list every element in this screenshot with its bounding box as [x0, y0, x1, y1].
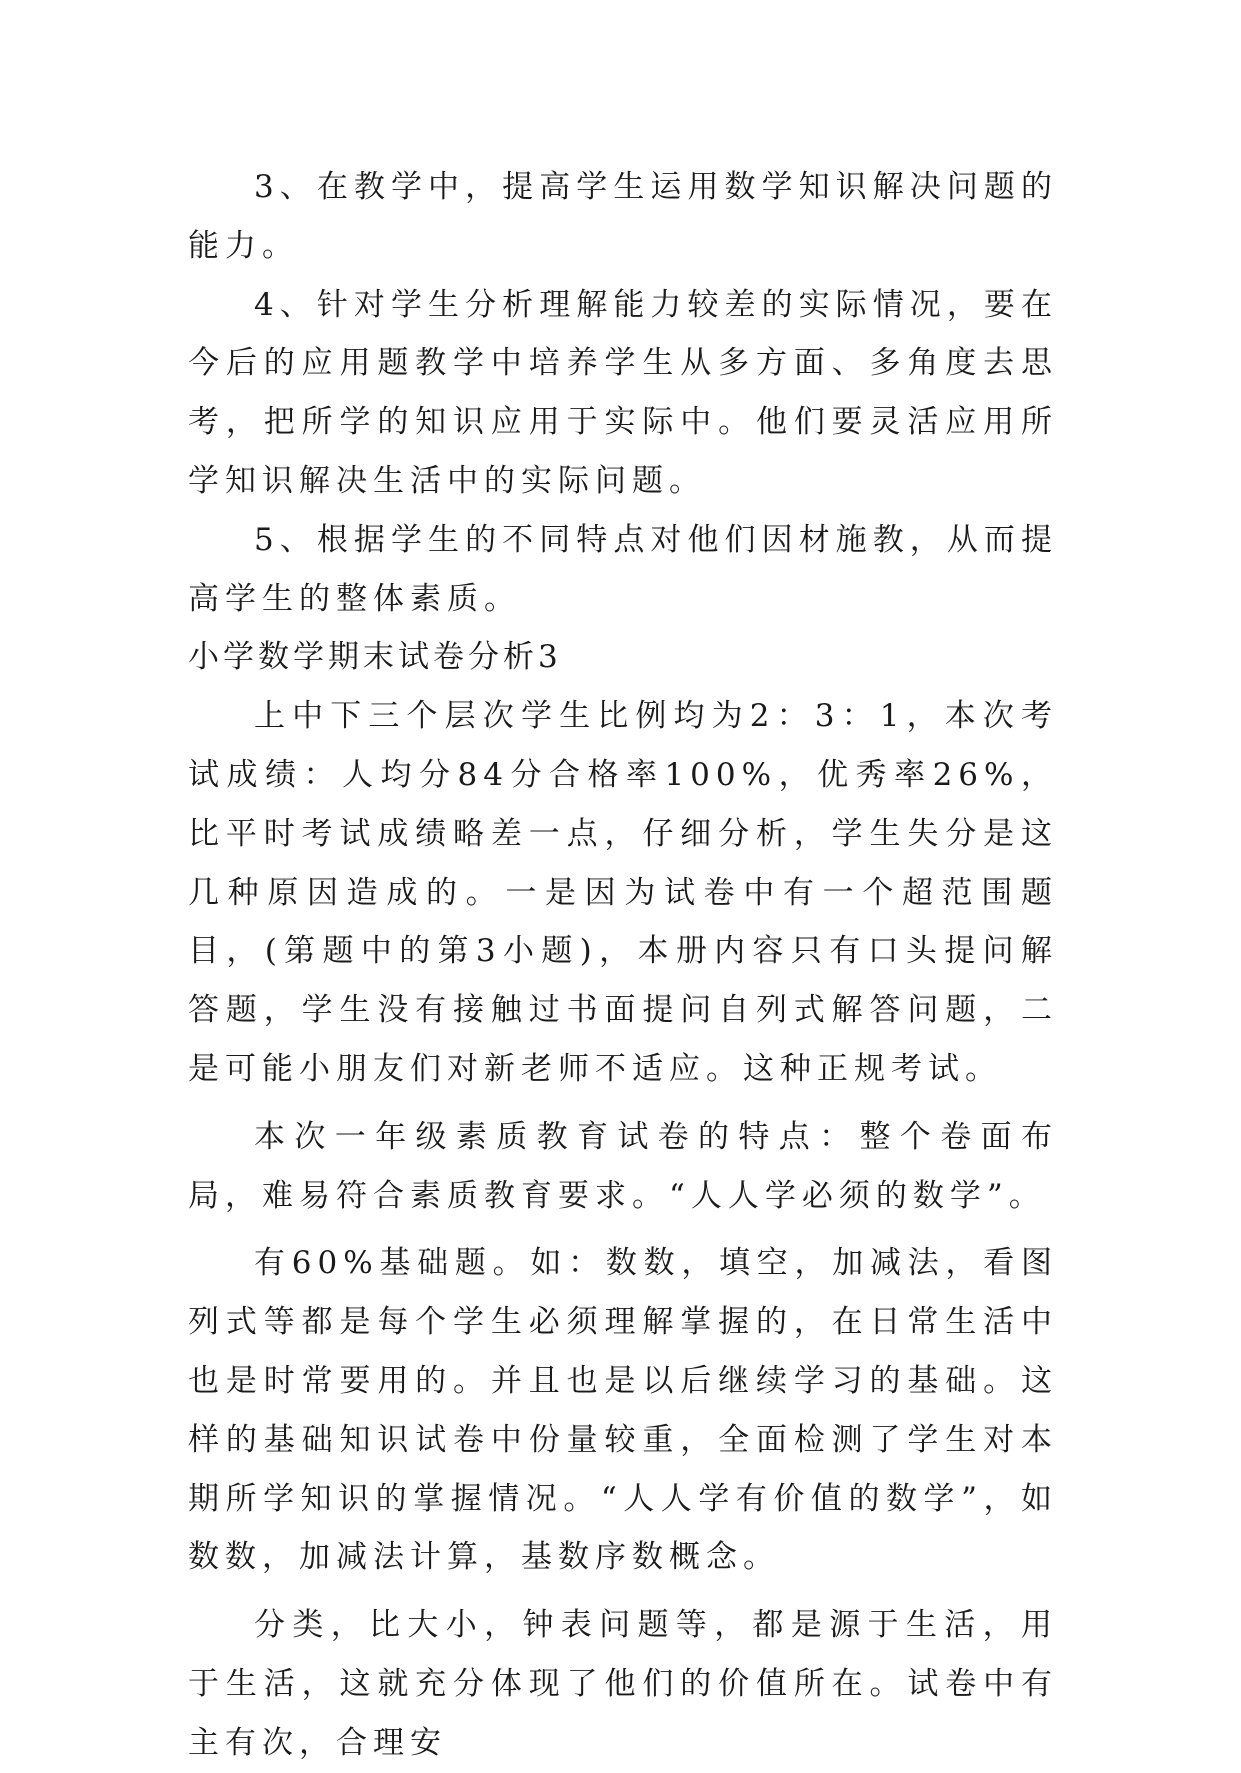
paragraph-paper-features: 本次一年级素质教育试卷的特点：整个卷面布局，难易符合素质教育要求。“人人学必须的数学”。	[188, 1118, 1058, 1214]
paragraph-item-5: 5、根据学生的不同特点对他们因材施教，从而提高学生的整体素质。	[188, 521, 1058, 617]
section-heading: 小学数学期末试卷分析3	[188, 639, 562, 676]
paragraph-item-4: 4、针对学生分析理解能力较差的实际情况，要在今后的应用题教学中培养学生从多方面、多角度去思考，把所学的知识应用于实际中。他们要灵活应用所学知识解决生活中的实际问题。	[188, 286, 1058, 499]
paragraph-item-3: 3、在教学中，提高学生运用数学知识解决问题的能力。	[188, 169, 1058, 264]
paragraph-score-summary: 上中下三个层次学生比例均为2：3：1，本次考试成绩：人均分84分合格率100%，优秀率26%，比平时考试成绩略差一点，仔细分析，学生失分是这几种原因造成的。一是因为试卷中有一个超范围题目，(第题中的第3小题)，本册内容只有口头提问解答题，学生没有接触过书面提问自列式解答问题，二是可能小朋友们对新老师不适应。这种正规考试。	[188, 698, 1058, 1087]
document-body	[188, 158, 1058, 1773]
paragraph-basic-questions: 有60%基础题。如：数数，填空，加减法，看图列式等都是每个学生必须理解掌握的，在日常生活中也是时常要用的。并且也是以后继续学习的基础。这样的基础知识试卷中份量较重，全面检测了学生对本期所学知识的掌握情况。“人人学有价值的数学”，如数数，加减法计算，基数序数概念。	[188, 1245, 1058, 1576]
paragraph-classification: 分类，比大小，钟表问题等，都是源于生活，用于生活，这就充分体现了他们的价值所在。试卷中有主有次，合理安	[188, 1607, 1058, 1761]
